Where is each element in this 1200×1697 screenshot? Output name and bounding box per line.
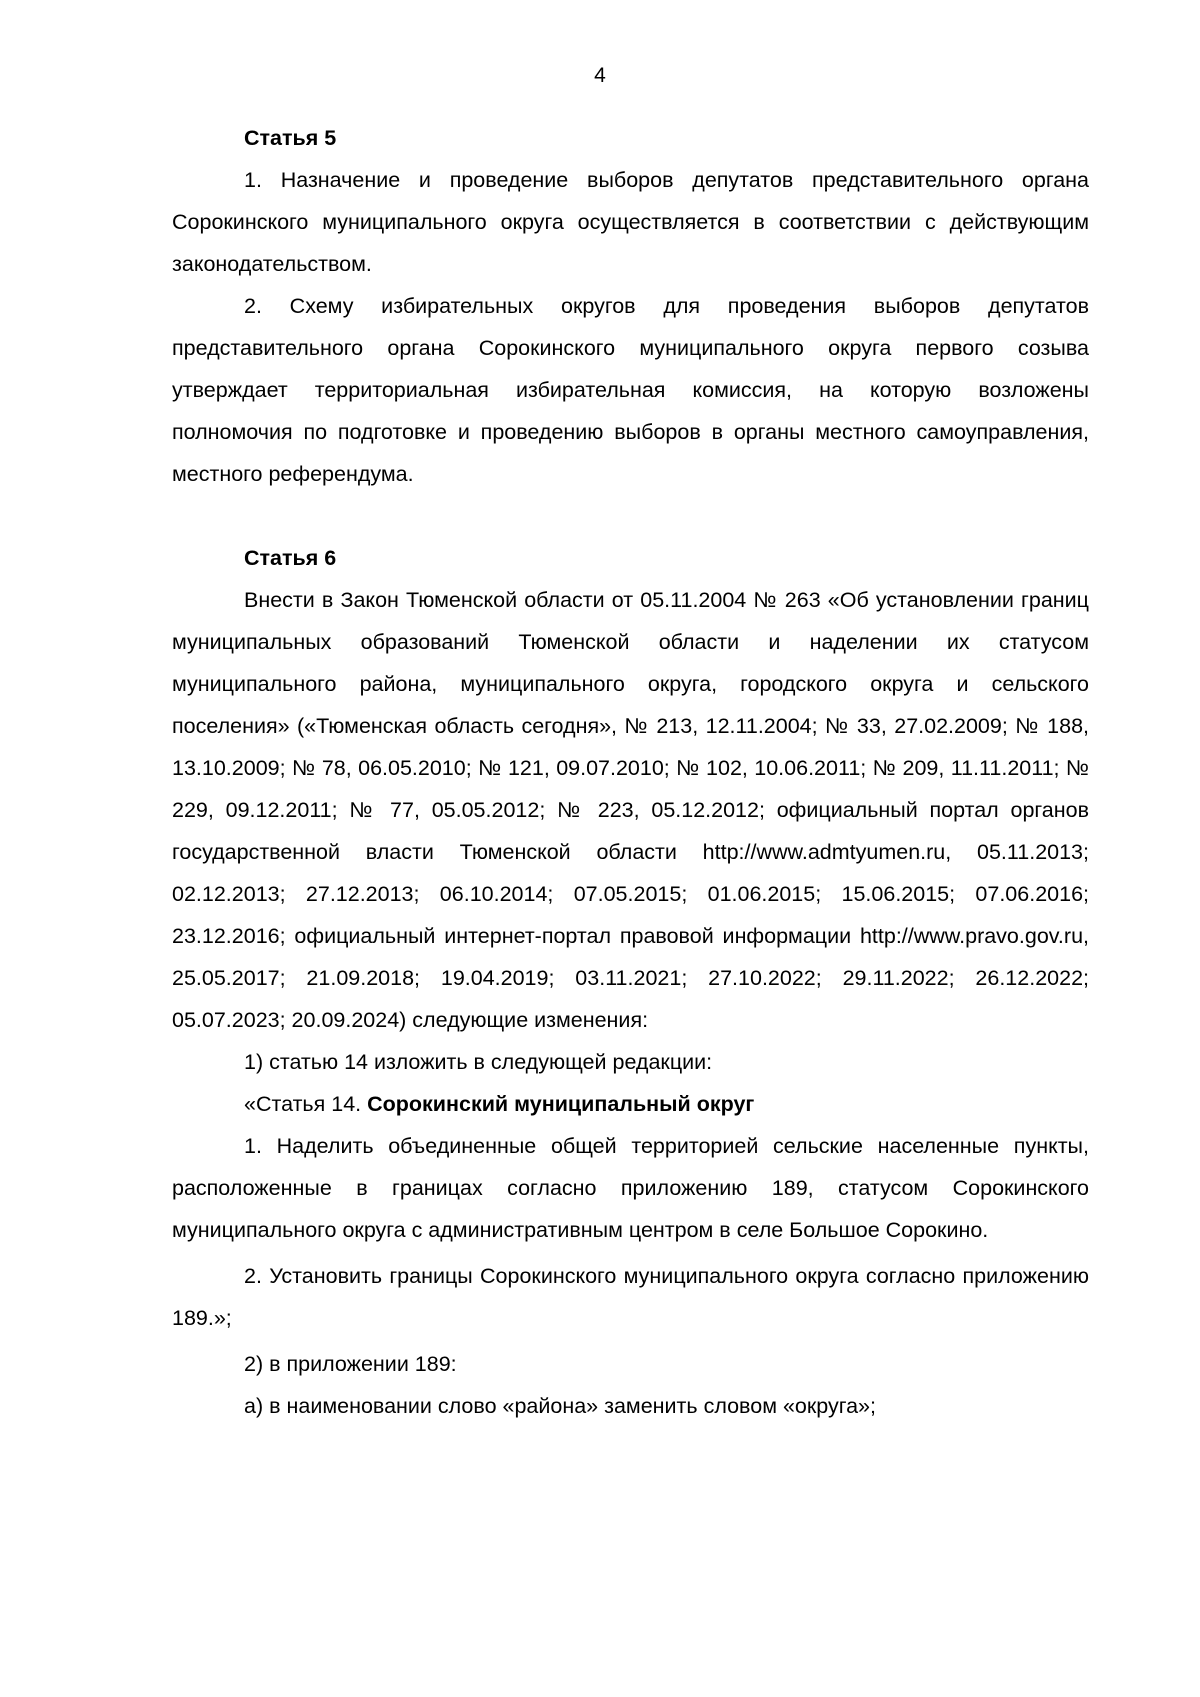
article-6-item-2a: а) в наименовании слово «района» заменить словом «округа»; [244,1394,876,1418]
article-6-heading: Статья 6 [244,546,337,570]
article-14-paragraph-2: 2. Установить границы Сорокинского муниципального округа согласно приложению 189.»; [172,1264,1089,1330]
section-spacer [172,495,1089,537]
article-14-paragraph-1: 1. Наделить объединенные общей территорией сельские населенные пункты, расположенные в границах согласно приложению 189, статусом Сорокинского муниципального округа с административным центром в селе Большое Сорокино. [172,1134,1089,1242]
article-6-item-2: 2) в приложении 189: [244,1352,457,1376]
article-6-item-1: 1) статью 14 изложить в следующей редакции: [244,1050,713,1074]
document-body [172,117,1089,1427]
article-5-heading: Статья 5 [244,126,337,150]
article-5-paragraph-2: 2. Схему избирательных округов для проведения выборов депутатов представительного органа Сорокинского муниципального округа первого созыва утверждает территориальная избирательная комиссия, на которую возложены полномочия по подготовке и проведению выборов в органы местного самоуправления, местного референдума. [172,294,1089,486]
article-6-intro: Внести в Закон Тюменской области от 05.11.2004 № 263 «Об установлении границ муниципальных образований Тюменской области и наделении их статусом муниципального района, муниципального округа, городского округа и сельского поселения» («Тюменская область сегодня», № 213, 12.11.2004; № 33, 27.02.2009; № 188, 13.10.2009; № 78, 06.05.2010; № 121, 09.07.2010; № 102, 10.06.2011; № 209, 11.11.2011; № 229, 09.12.2011; № 77, 05.05.2012; № 223, 05.12.2012; официальный портал органов государственной власти Тюменской области http://www.admtyumen.ru, 05.11.2013; 02.12.2013; 27.12.2013; 06.10.2014; 07.05.2015; 01.06.2015; 15.06.2015; 07.06.2016; 23.12.2016; официальный интернет-портал правовой информации http://www.pravo.gov.ru, 25.05.2017; 21.09.2018; 19.04.2019; 03.11.2021; 27.10.2022; 29.11.2022; 26.12.2022; 05.07.2023; 20.09.2024) следующие изменения: [172,588,1089,1032]
article-14-title: Сорокинский муниципальный округ [367,1092,755,1116]
article-14-heading-line [172,1083,1089,1125]
article-5-paragraph-1: 1. Назначение и проведение выборов депутатов представительного органа Сорокинского муниципального округа осуществляется в соответствии с действующим законодательством. [172,168,1089,276]
page-number: 4 [594,64,606,87]
article-14-prefix: «Статья 14. [244,1092,368,1116]
